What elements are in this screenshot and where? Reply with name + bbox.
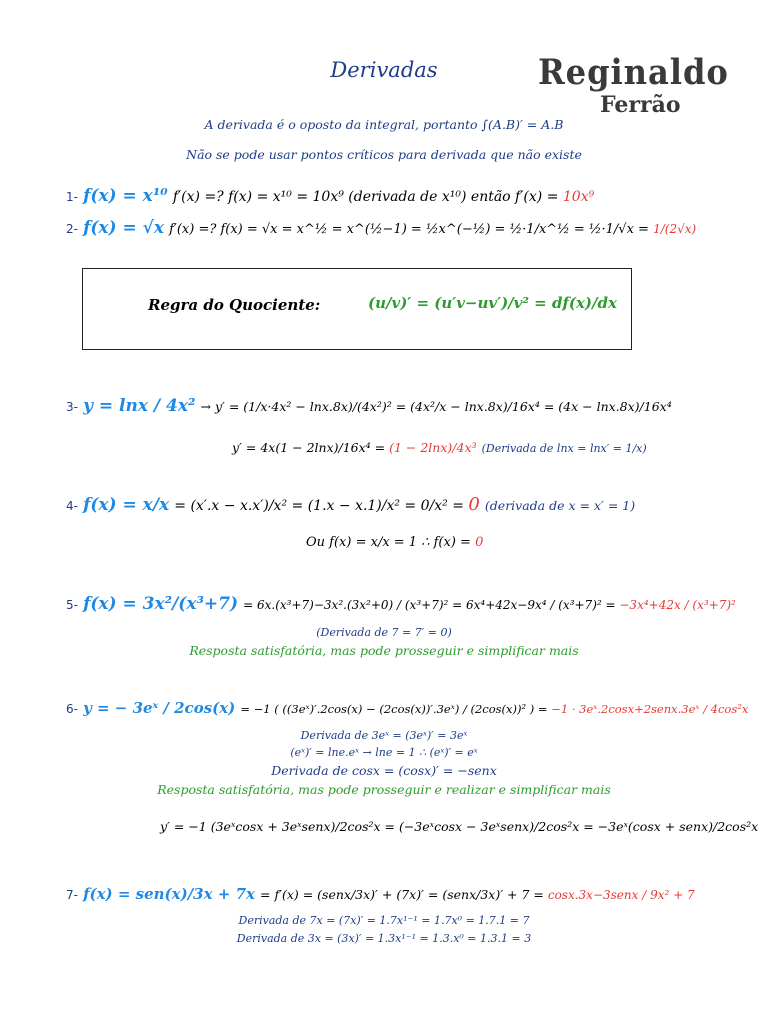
item-body: = (x′.x − x.x′)/x² = (1.x − x.1)/x² = 0/x² = xyxy=(174,498,469,514)
item-4-line-2 xyxy=(306,531,483,550)
item-result-2: 0 xyxy=(475,535,484,550)
quotient-rule-formula: (u/v)′ = (u′v−uv′)/v² = df(x)/dx xyxy=(368,294,617,312)
item-number: 1- xyxy=(66,190,78,204)
item-note: (derivada de x = x′ = 1) xyxy=(484,498,636,513)
item-6-note-1: Derivada de 3eˣ = (3eˣ)′ = 3eˣ xyxy=(300,729,468,742)
item-result: cosx.3x−3senx / 9x² + 7 xyxy=(547,888,695,902)
item-number: 2- xyxy=(66,222,78,236)
item-6-note-2: (eˣ)′ = lne.eˣ → lne = 1 ∴ (eˣ)′ = eˣ xyxy=(290,746,478,759)
item-5-note: (Derivada de 7 = 7′ = 0) xyxy=(316,626,452,639)
item-note: (Derivada de lnx = lnx′ = 1/x) xyxy=(481,442,647,455)
item-body-2: Ou f(x) = x/x = 1 ∴ f(x) = xyxy=(306,535,476,550)
page-title: Derivadas xyxy=(330,58,438,82)
item-5 xyxy=(66,594,736,614)
item-5-green-note: Resposta satisfatória, mas pode prosseguir e simplificar mais xyxy=(189,643,579,658)
item-body: = −1 ( ((3eˣ)′.2cos(x) − (2cos(x))′.3eˣ) / (2cos(x))² ) = xyxy=(240,702,552,716)
item-result: 0 xyxy=(468,494,480,515)
item-lead: f(x) = √x xyxy=(83,218,164,238)
intro-line-1: A derivada é o oposto da integral, portanto ∫(A.B)′ = A.B xyxy=(204,117,564,132)
item-1 xyxy=(66,186,594,206)
item-lead: y = lnx / 4x² xyxy=(83,396,196,416)
item-body-2: y′ = −1 (3eˣcosx + 3eˣsenx)/2cos²x = (−3eˣcosx − 3eˣsenx)/2cos²x = −3eˣ(cosx + senx)/2cos²x xyxy=(160,819,759,834)
item-number: 5- xyxy=(66,598,78,612)
item-body: = 6x.(x³+7)−3x².(3x²+0) / (x³+7)² = 6x⁴+42x−9x⁴ / (x³+7)² = xyxy=(243,598,620,612)
item-body-2: y′ = 4x(1 − 2lnx)/16x⁴ = xyxy=(232,440,390,455)
item-number: 7- xyxy=(66,888,78,902)
logo: Reginaldo xyxy=(538,52,729,93)
quotient-rule-label: Regra do Quociente: xyxy=(148,296,321,314)
item-number: 3- xyxy=(66,400,78,414)
item-7-note-2: Derivada de 3x = (3x)′ = 1.3x¹⁻¹ = 1.3.x⁰ = 1.3.1 = 3 xyxy=(236,932,532,945)
item-6-line-2 xyxy=(160,816,758,835)
item-3-line-2 xyxy=(232,437,647,456)
intro-line-2: Não se pode usar pontos críticos para derivada que não existe xyxy=(186,147,582,162)
item-lead: f(x) = x¹⁰ xyxy=(83,186,168,206)
item-result: 1/(2√x) xyxy=(653,222,697,236)
item-6-green-note: Resposta satisfatória, mas pode prosseguir e realizar e simplificar mais xyxy=(157,782,611,797)
item-body: → y′ = (1/x·4x² − lnx.8x)/(4x²)² = (4x²/x − lnx.8x)/16x⁴ = (4x − lnx.8x)/16x⁴ xyxy=(200,399,672,414)
item-result: −3x⁴+42x / (x³+7)² xyxy=(619,598,736,612)
item-result: 10x⁹ xyxy=(562,189,595,205)
item-body: f′(x) =? f(x) = x¹⁰ = 10x⁹ (derivada de x¹⁰) então f′(x) = xyxy=(172,189,563,205)
item-lead: f(x) = 3x²/(x³+7) xyxy=(83,594,239,614)
item-body: f′(x) =? f(x) = √x = x^½ = x^(½−1) = ½x^(−½) = ½·1/x^½ = ½·1/√x = xyxy=(169,222,654,237)
item-6-note-3: Derivada de cosx = (cosx)′ = −senx xyxy=(271,763,497,778)
logo-surname: Ferrão xyxy=(600,92,681,118)
item-result: −1 · 3eˣ.2cosx+2senx.3eˣ / 4cos²x xyxy=(551,702,749,716)
item-3 xyxy=(66,396,672,416)
item-4 xyxy=(66,494,635,515)
item-7-note-1: Derivada de 7x = (7x)′ = 1.7x¹⁻¹ = 1.7x⁰ = 1.7.1 = 7 xyxy=(238,914,530,927)
item-number: 6- xyxy=(66,702,78,716)
item-lead: f(x) = x/x xyxy=(83,495,170,515)
item-7 xyxy=(66,884,695,903)
item-2 xyxy=(66,218,696,238)
item-lead: y = − 3eˣ / 2cos(x) xyxy=(83,699,236,717)
item-lead: f(x) = sen(x)/3x + 7x xyxy=(83,885,255,903)
item-body: = f′(x) = (senx/3x)′ + (7x)′ = (senx/3x)′ + 7 = xyxy=(260,887,548,902)
item-result: (1 − 2lnx)/4x³ xyxy=(389,440,477,455)
item-number: 4- xyxy=(66,499,78,513)
item-6 xyxy=(66,698,748,717)
